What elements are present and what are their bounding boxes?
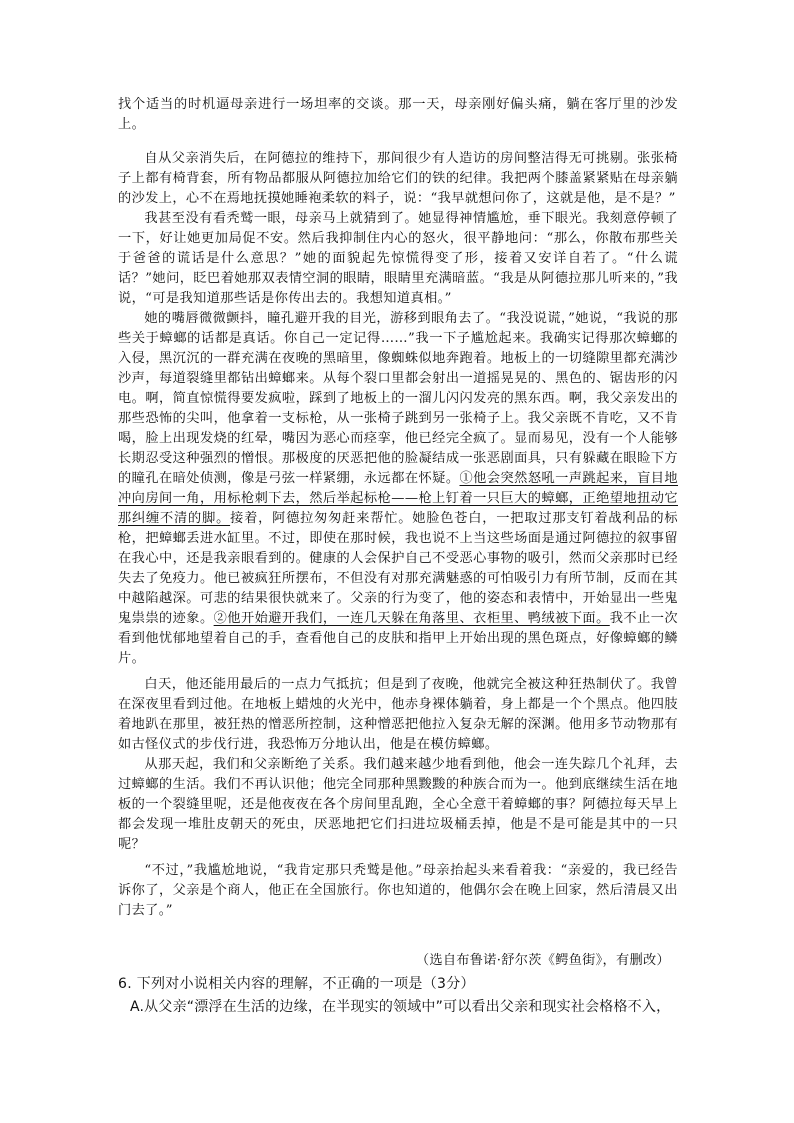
paragraph-6: 从那天起，我们和父亲断绝了关系。我们越来越少地看到他，他会一连失踪几个礼拜，去过蟑螂的生活。我们不再认识他；他完全同那种黑黢黢的种族合而为一。他到底继续生活在地板的一个裂缝里呢，还是他夜夜在各个房间里乱跑，全心全意干着蟑螂的事？阿德拉每天早上都会发现一堆肚皮朝天的死虫，厌恶地把它们扫进垃圾桶丢掉，他是不是可能是其中的一只呢？ — [118, 757, 678, 852]
paragraph-2: 自从父亲消失后，在阿德拉的维持下，那间很少有人造访的房间整洁得无可挑剔。张张椅子上都有椅背套，所有物品都服从阿德拉加给它们的铁的纪律。我把两个膝盖紧紧贴在母亲躺的沙发上，心不在焉地抚摸她睡袍柔软的料子，说：“我早就想问你了，这就是他，是不是？” — [118, 151, 678, 206]
question-stem: 6. 下列对小说相关内容的理解，不正确的一项是（3分） — [118, 976, 475, 992]
paragraph-4 — [118, 309, 678, 669]
paragraph-4-part-b: 接着，阿德拉匆匆赶来帮忙。她脸色苍白，一把取过那支钉着战利品的标枪，把蟑螂丢进水缸里。不过，即使在那时候，我也说不上当这些场面是通过阿德拉的叙事留在我心中，还是我亲眼看到的。健康的人会保护自己不受恶心事物的吸引，然而父亲那时已经失去了免疫力。他已被疯狂所摆布，不但没有对那充满魅惑的可怕吸引力有所节制，反而在其中越陷越深。可悲的结果很快就来了。父亲的行为变了，他的姿态和表情中，开始显出一些鬼鬼祟祟的迹象。 — [118, 511, 679, 626]
underlined-sentence-1: ①他会突然怒吼一声跳起来，盲目地冲向房间一角，用标枪刺下去，然后举起标枪——枪上钉着一只巨大的蟑螂，正绝望地扭动它那纠缠不清的脚。 — [118, 471, 679, 526]
paragraph-4-part-a: 她的嘴唇微微颤抖，瞳孔避开我的目光，游移到眼角去了。“我没说谎，”她说，“我说的那些关于蟑螂的话都是真话。你自己一定记得……”我一下子尴尬起来。我确实记得那次蟑螂的入侵，黑沉沉的一群充满在夜晚的黑暗里，像蜘蛛似地奔跑着。地板上的一切缝隙里都充满沙沙声，每道裂缝里都钻出蟑螂来。从每个裂口里都会射出一道摇晃晃的、黑色的、锯齿形的闪电。啊，简直惊慌得要发疯啦，踩到了地板上的一溜儿闪闪发亮的黑东西。啊，我父亲发出的那些恐怖的尖叫，他拿着一支标枪，从一张椅子跳到另一张椅子上。我父亲既不肯吃，又不肯喝，脸上出现发烧的红晕，嘴因为恶心而痉挛，他已经完全疯了。显而易见，没有一个人能够长期忍受这种强烈的憎恨。那极度的厌恶把他的脸凝结成一张恶剧面具，只有躲藏在眼睑下方的瞳孔在暗处侦测，像是弓弦一样紧绷，永远都在怀疑。 — [118, 311, 678, 486]
source-citation: （选自布鲁诺·舒尔茨《鳄鱼街》，有删改） — [415, 953, 670, 968]
paragraph-4-part-c: 我不止一次看到他忧郁地望着自己的手，查看他自己的皮肤和指甲上开始出现的黑色斑点，好像蟑螂的鳞片。 — [118, 611, 678, 666]
paragraph-3: 我甚至没有看秃鹫一眼，母亲马上就猜到了。她显得神情尴尬，垂下眼光。我刻意停顿了一下，好让她更加局促不安。然后我抑制住内心的怒火，很平静地问：“那么，你散布那些关于爸爸的谎话是什么意思？”她的面貌起先惊慌得变了形，接着又安详自若了。“什么谎话？”她问，眨巴着她那双表情空洞的眼睛，眼睛里充满暗蓝。“我是从阿德拉那儿听来的，”我说，“可是我知道那些话是你传出去的。我想知道真相。” — [118, 211, 678, 306]
passage-body — [118, 95, 678, 921]
paragraph-1: 找个适当的时机逼母亲进行一场坦率的交谈。那一天，母亲刚好偏头痛，躺在客厅里的沙发上。 — [118, 97, 678, 132]
option-a: A.从父亲“漂浮在生活的边缘，在半现实的领域中”可以看出父亲和现实社会格格不入， — [130, 999, 671, 1015]
paragraph-7: “不过，”我尴尬地说，“我肯定那只秃鹫是他。”母亲抬起头来看着我：“亲爱的，我已经告诉你了，父亲是个商人，他正在全国旅行。你也知道的，他偶尔会在晚上回家，然后清晨又出门去了。” — [118, 863, 678, 918]
underlined-sentence-2: ②他开始避开我们，一连几天躲在角落里、衣柜里、鸭绒被下面。 — [213, 611, 610, 626]
paragraph-5: 白天，他还能用最后的一点力气抵抗；但是到了夜晚，他就完全被这种狂热制伏了。我曾在深夜里看到过他。在地板上蜡烛的火光中，他赤身裸体躺着，身上都是一个个黑点。他四肢着地趴在那里，被狂热的憎恶所控制，这种憎恶把他拉入复杂无解的深渊。他用多节动物那有如古怪仪式的步伐行进，我恐怖万分地认出，他是在模仿蟑螂。 — [118, 677, 678, 752]
